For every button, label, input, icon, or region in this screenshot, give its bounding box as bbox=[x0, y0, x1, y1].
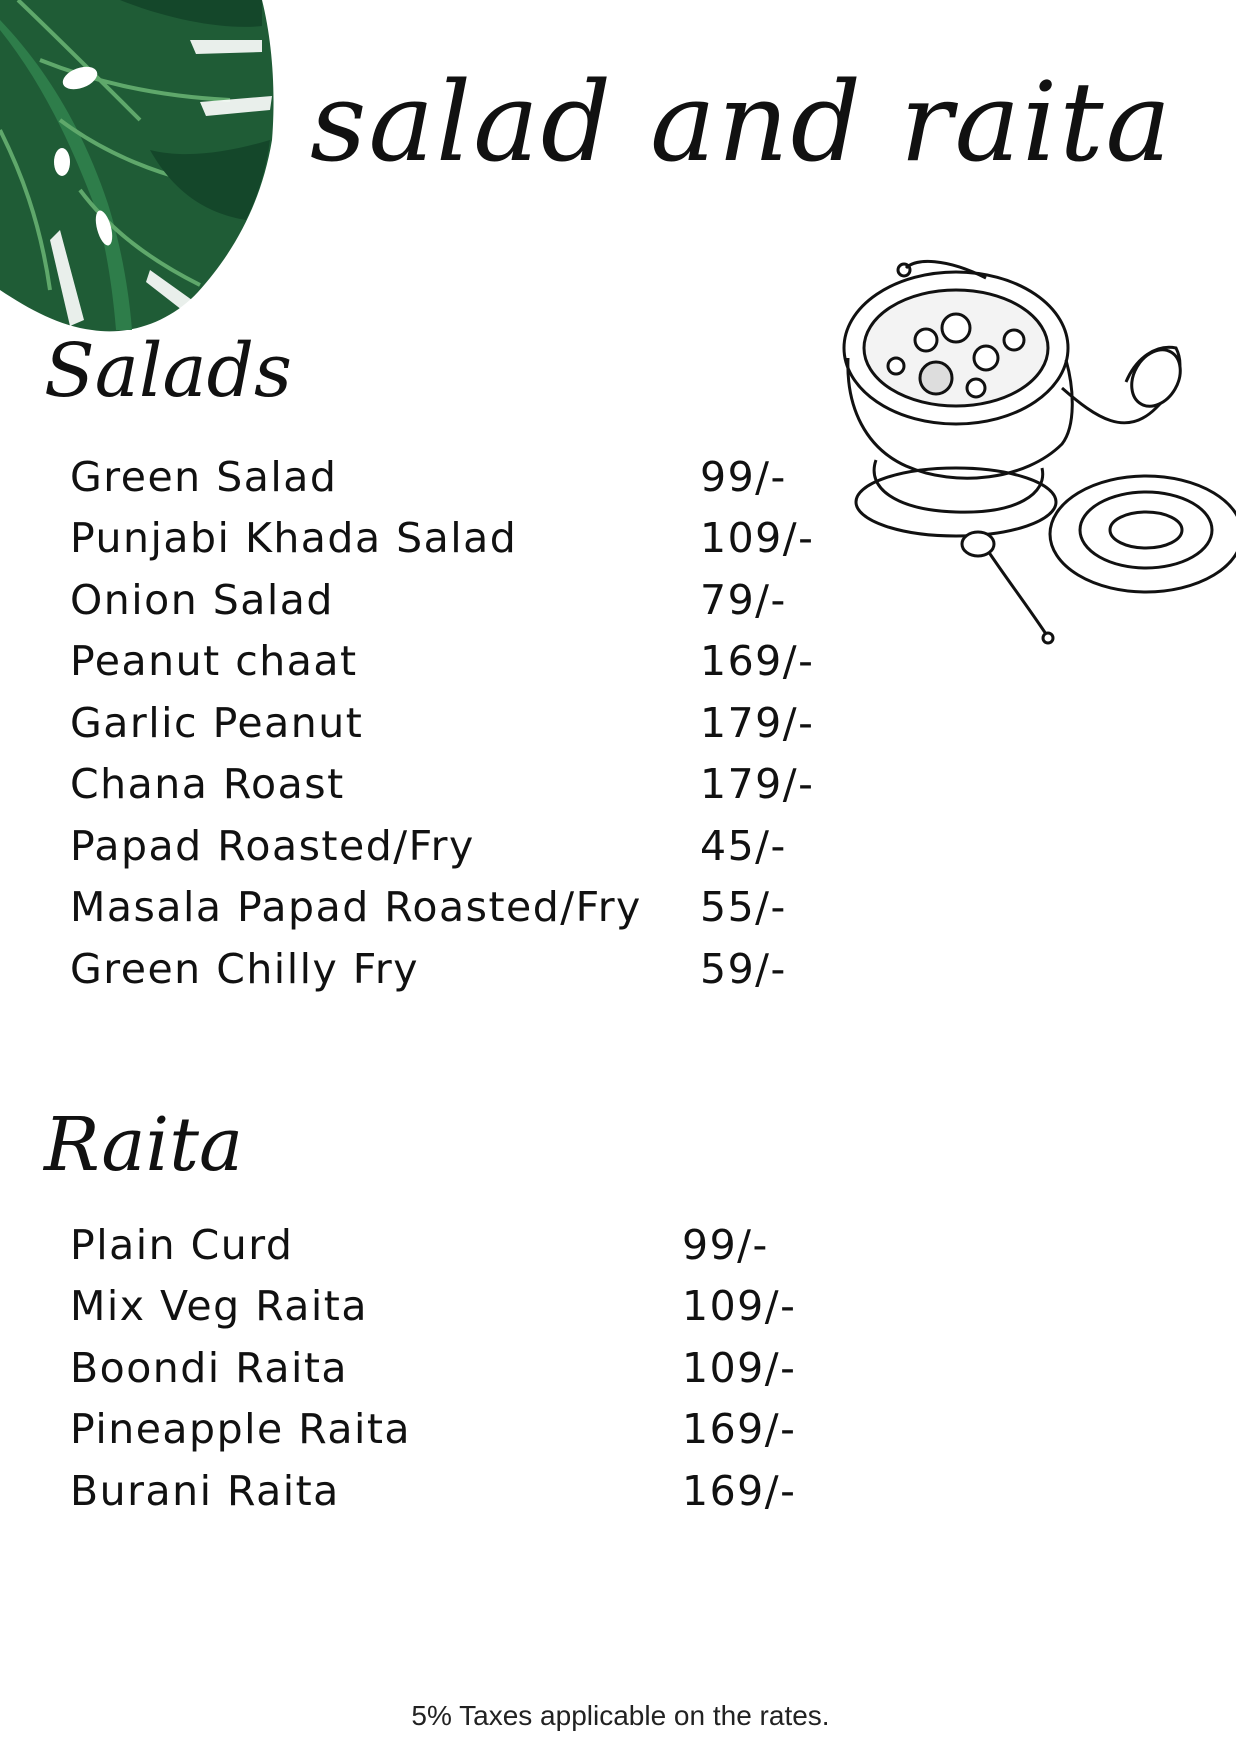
salads-menu-list bbox=[70, 446, 814, 1000]
item-name: Mix Veg Raita bbox=[70, 1282, 369, 1331]
section-heading-salads: Salads bbox=[44, 328, 292, 414]
item-price: 109/- bbox=[682, 1282, 797, 1331]
item-name: Green Chilly Fry bbox=[70, 944, 419, 993]
list-item bbox=[70, 1276, 796, 1338]
item-price: 55/- bbox=[700, 883, 787, 932]
item-name: Boondi Raita bbox=[70, 1343, 349, 1392]
item-name: Punjabi Khada Salad bbox=[70, 514, 518, 563]
cooking-pot-illustration-icon bbox=[836, 248, 1236, 668]
list-item bbox=[70, 815, 814, 877]
item-name: Burani Raita bbox=[70, 1466, 340, 1515]
item-name: Plain Curd bbox=[70, 1220, 294, 1269]
list-item bbox=[70, 508, 814, 570]
list-item bbox=[70, 1399, 796, 1461]
item-name: Pineapple Raita bbox=[70, 1405, 412, 1454]
item-price: 169/- bbox=[700, 637, 815, 686]
list-item bbox=[70, 569, 814, 631]
page-title: salad and raita bbox=[310, 58, 1174, 186]
item-price: 79/- bbox=[700, 575, 787, 624]
monstera-leaf-icon bbox=[0, 0, 285, 340]
list-item bbox=[70, 446, 814, 508]
item-price: 99/- bbox=[682, 1220, 769, 1269]
item-price: 179/- bbox=[700, 760, 815, 809]
list-item bbox=[70, 938, 814, 1000]
item-price: 99/- bbox=[700, 452, 787, 501]
section-heading-raita: Raita bbox=[44, 1102, 244, 1188]
list-item bbox=[70, 1337, 796, 1399]
item-name: Peanut chaat bbox=[70, 637, 358, 686]
list-item bbox=[70, 1214, 796, 1276]
item-price: 169/- bbox=[682, 1466, 797, 1515]
item-price: 109/- bbox=[700, 514, 815, 563]
list-item bbox=[70, 877, 814, 939]
list-item bbox=[70, 631, 814, 693]
tax-note: 5% Taxes applicable on the rates. bbox=[411, 1700, 830, 1731]
list-item bbox=[70, 754, 814, 816]
item-price: 109/- bbox=[682, 1343, 797, 1392]
item-price: 59/- bbox=[700, 944, 787, 993]
item-price: 179/- bbox=[700, 698, 815, 747]
item-name: Garlic Peanut bbox=[70, 698, 364, 747]
item-name: Papad Roasted/Fry bbox=[70, 821, 475, 870]
item-name: Onion Salad bbox=[70, 575, 334, 624]
item-price: 169/- bbox=[682, 1405, 797, 1454]
item-name: Masala Papad Roasted/Fry bbox=[70, 883, 642, 932]
raita-menu-list bbox=[70, 1214, 796, 1522]
item-name: Chana Roast bbox=[70, 760, 345, 809]
list-item bbox=[70, 692, 814, 754]
item-name: Green Salad bbox=[70, 452, 338, 501]
item-price: 45/- bbox=[700, 821, 787, 870]
list-item bbox=[70, 1460, 796, 1522]
